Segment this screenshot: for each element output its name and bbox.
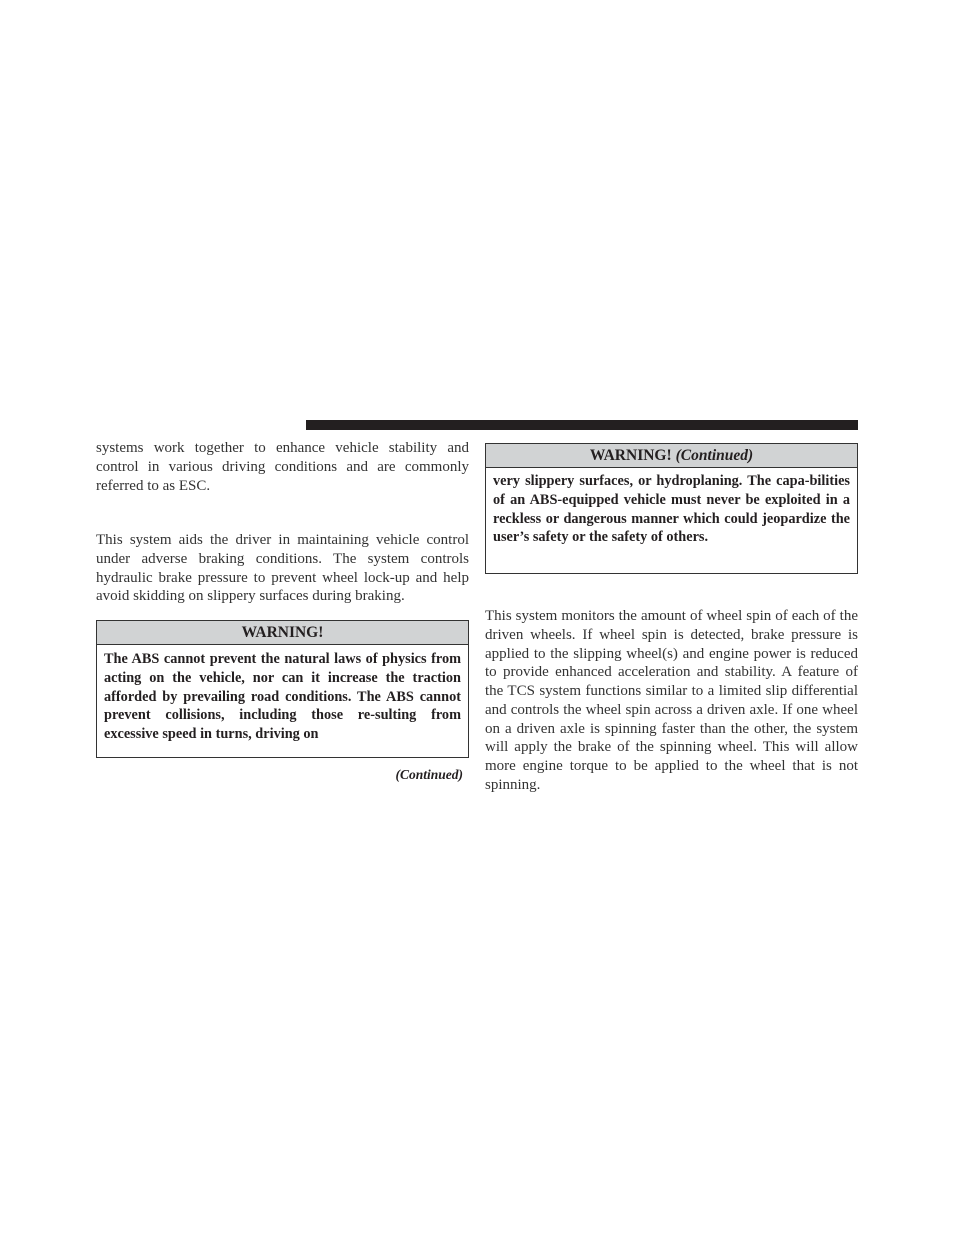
warning-header: [97, 621, 468, 645]
warning-body: very slippery surfaces, or hydroplaning. The capa-bilities of an ABS-equipped vehicle must never be exploited in a reckless or dangerous manner which could jeopardize the user’s safety or the safety of others.: [493, 473, 850, 546]
continued-note: (Continued): [395, 767, 463, 782]
abs-warning-continued-box: [485, 443, 858, 574]
warning-header: [486, 444, 857, 468]
esc-intro-paragraph: systems work together to enhance vehicle stability and control in various driving conditions and are commonly referred to as ESC.: [96, 440, 469, 494]
warning-title: WARNING!: [589, 447, 672, 464]
tcs-description-paragraph: This system monitors the amount of wheel spin of each of the driven wheels. If wheel spin is detected, brake pressure is applied to the slipping wheel(s) and engine power is reduced to provide enhanced acceleration and stability. A feature of the TCS system functions similar to a limited slip differential and controls the wheel spin across a driven axle. If one wheel on a driven axle is spinning faster than the other, the system will apply the brake of the spinning wheel. This will allow more engine torque to be applied to the wheel that is not spinning.: [485, 608, 858, 793]
warning-title: WARNING!: [241, 624, 324, 641]
abs-warning-box: [96, 620, 469, 758]
warning-body: The ABS cannot prevent the natural laws of physics from acting on the vehicle, nor can it increase the traction afforded by prevailing road conditions. The ABS cannot prevent collisions, including those re-sulting from excessive speed in turns, driving on: [104, 651, 461, 742]
section-header-bar: [306, 420, 858, 430]
abs-description-paragraph: This system aids the driver in maintaining vehicle control under adverse braking conditions. The system controls hydraulic brake pressure to prevent wheel lock-up and help avoid skidding on slippery surfaces during braking.: [96, 532, 469, 605]
warning-title-continued: (Continued): [675, 447, 754, 464]
